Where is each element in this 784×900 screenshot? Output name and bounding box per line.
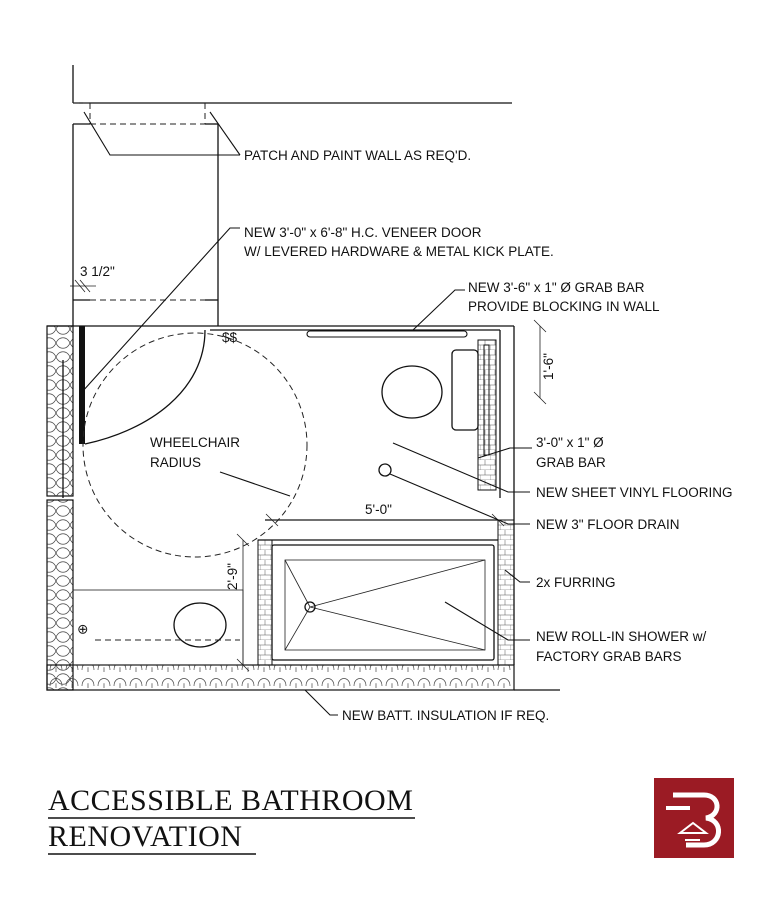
note-floor-drain: NEW 3" FLOOR DRAIN — [536, 517, 680, 532]
company-logo-icon — [654, 778, 734, 858]
dim-shower-width: 5'-0" — [365, 502, 392, 517]
existing-wall — [73, 65, 512, 326]
dimension-marks — [70, 280, 546, 671]
title-line1: ACCESSIBLE BATHROOM — [48, 784, 414, 817]
dim-wall-thickness: 3 1/2" — [80, 264, 115, 279]
note-wheelchair-line1: WHEELCHAIR — [150, 435, 241, 450]
door — [79, 326, 205, 444]
roll-in-shower — [272, 545, 494, 660]
note-wheelchair-line2: RADIUS — [150, 455, 202, 470]
grab-bar-top — [307, 331, 467, 337]
dim-grab-bar-offset: 1'-6" — [541, 353, 556, 380]
note-grab-bar-top-line1: NEW 3'-6" x 1" Ø GRAB BAR — [468, 280, 645, 295]
note-furring: 2x FURRING — [536, 575, 616, 590]
toilet-right — [382, 350, 478, 430]
note-grab-bar-side-line1: 3'-0" x 1" Ø — [536, 435, 604, 450]
lavatory — [73, 590, 243, 665]
switch-symbol: $$ — [222, 330, 238, 345]
dim-toilet-clearance: 2'-9" — [225, 563, 240, 590]
outlet-symbol: ⊕ — [75, 623, 90, 635]
note-flooring: NEW SHEET VINYL FLOORING — [536, 485, 733, 500]
note-grab-bar-top-line2: PROVIDE BLOCKING IN WALL — [468, 299, 660, 314]
note-grab-bar-side-line2: GRAB BAR — [536, 455, 606, 470]
note-leaders — [82, 112, 532, 715]
bathroom-walls — [47, 326, 560, 690]
note-door-line2: W/ LEVERED HARDWARE & METAL KICK PLATE. — [244, 244, 554, 259]
title-line2: RENOVATION — [48, 820, 243, 853]
note-shower-line1: NEW ROLL-IN SHOWER w/ — [536, 629, 707, 644]
note-insulation: NEW BATT. INSULATION IF REQ. — [342, 708, 550, 723]
floor-drain — [379, 464, 391, 476]
note-door-line1: NEW 3'-0" x 6'-8" H.C. VENEER DOOR — [244, 225, 482, 240]
note-patch-wall: PATCH AND PAINT WALL AS REQ'D. — [244, 148, 472, 163]
note-shower-line2: FACTORY GRAB BARS — [536, 649, 682, 664]
